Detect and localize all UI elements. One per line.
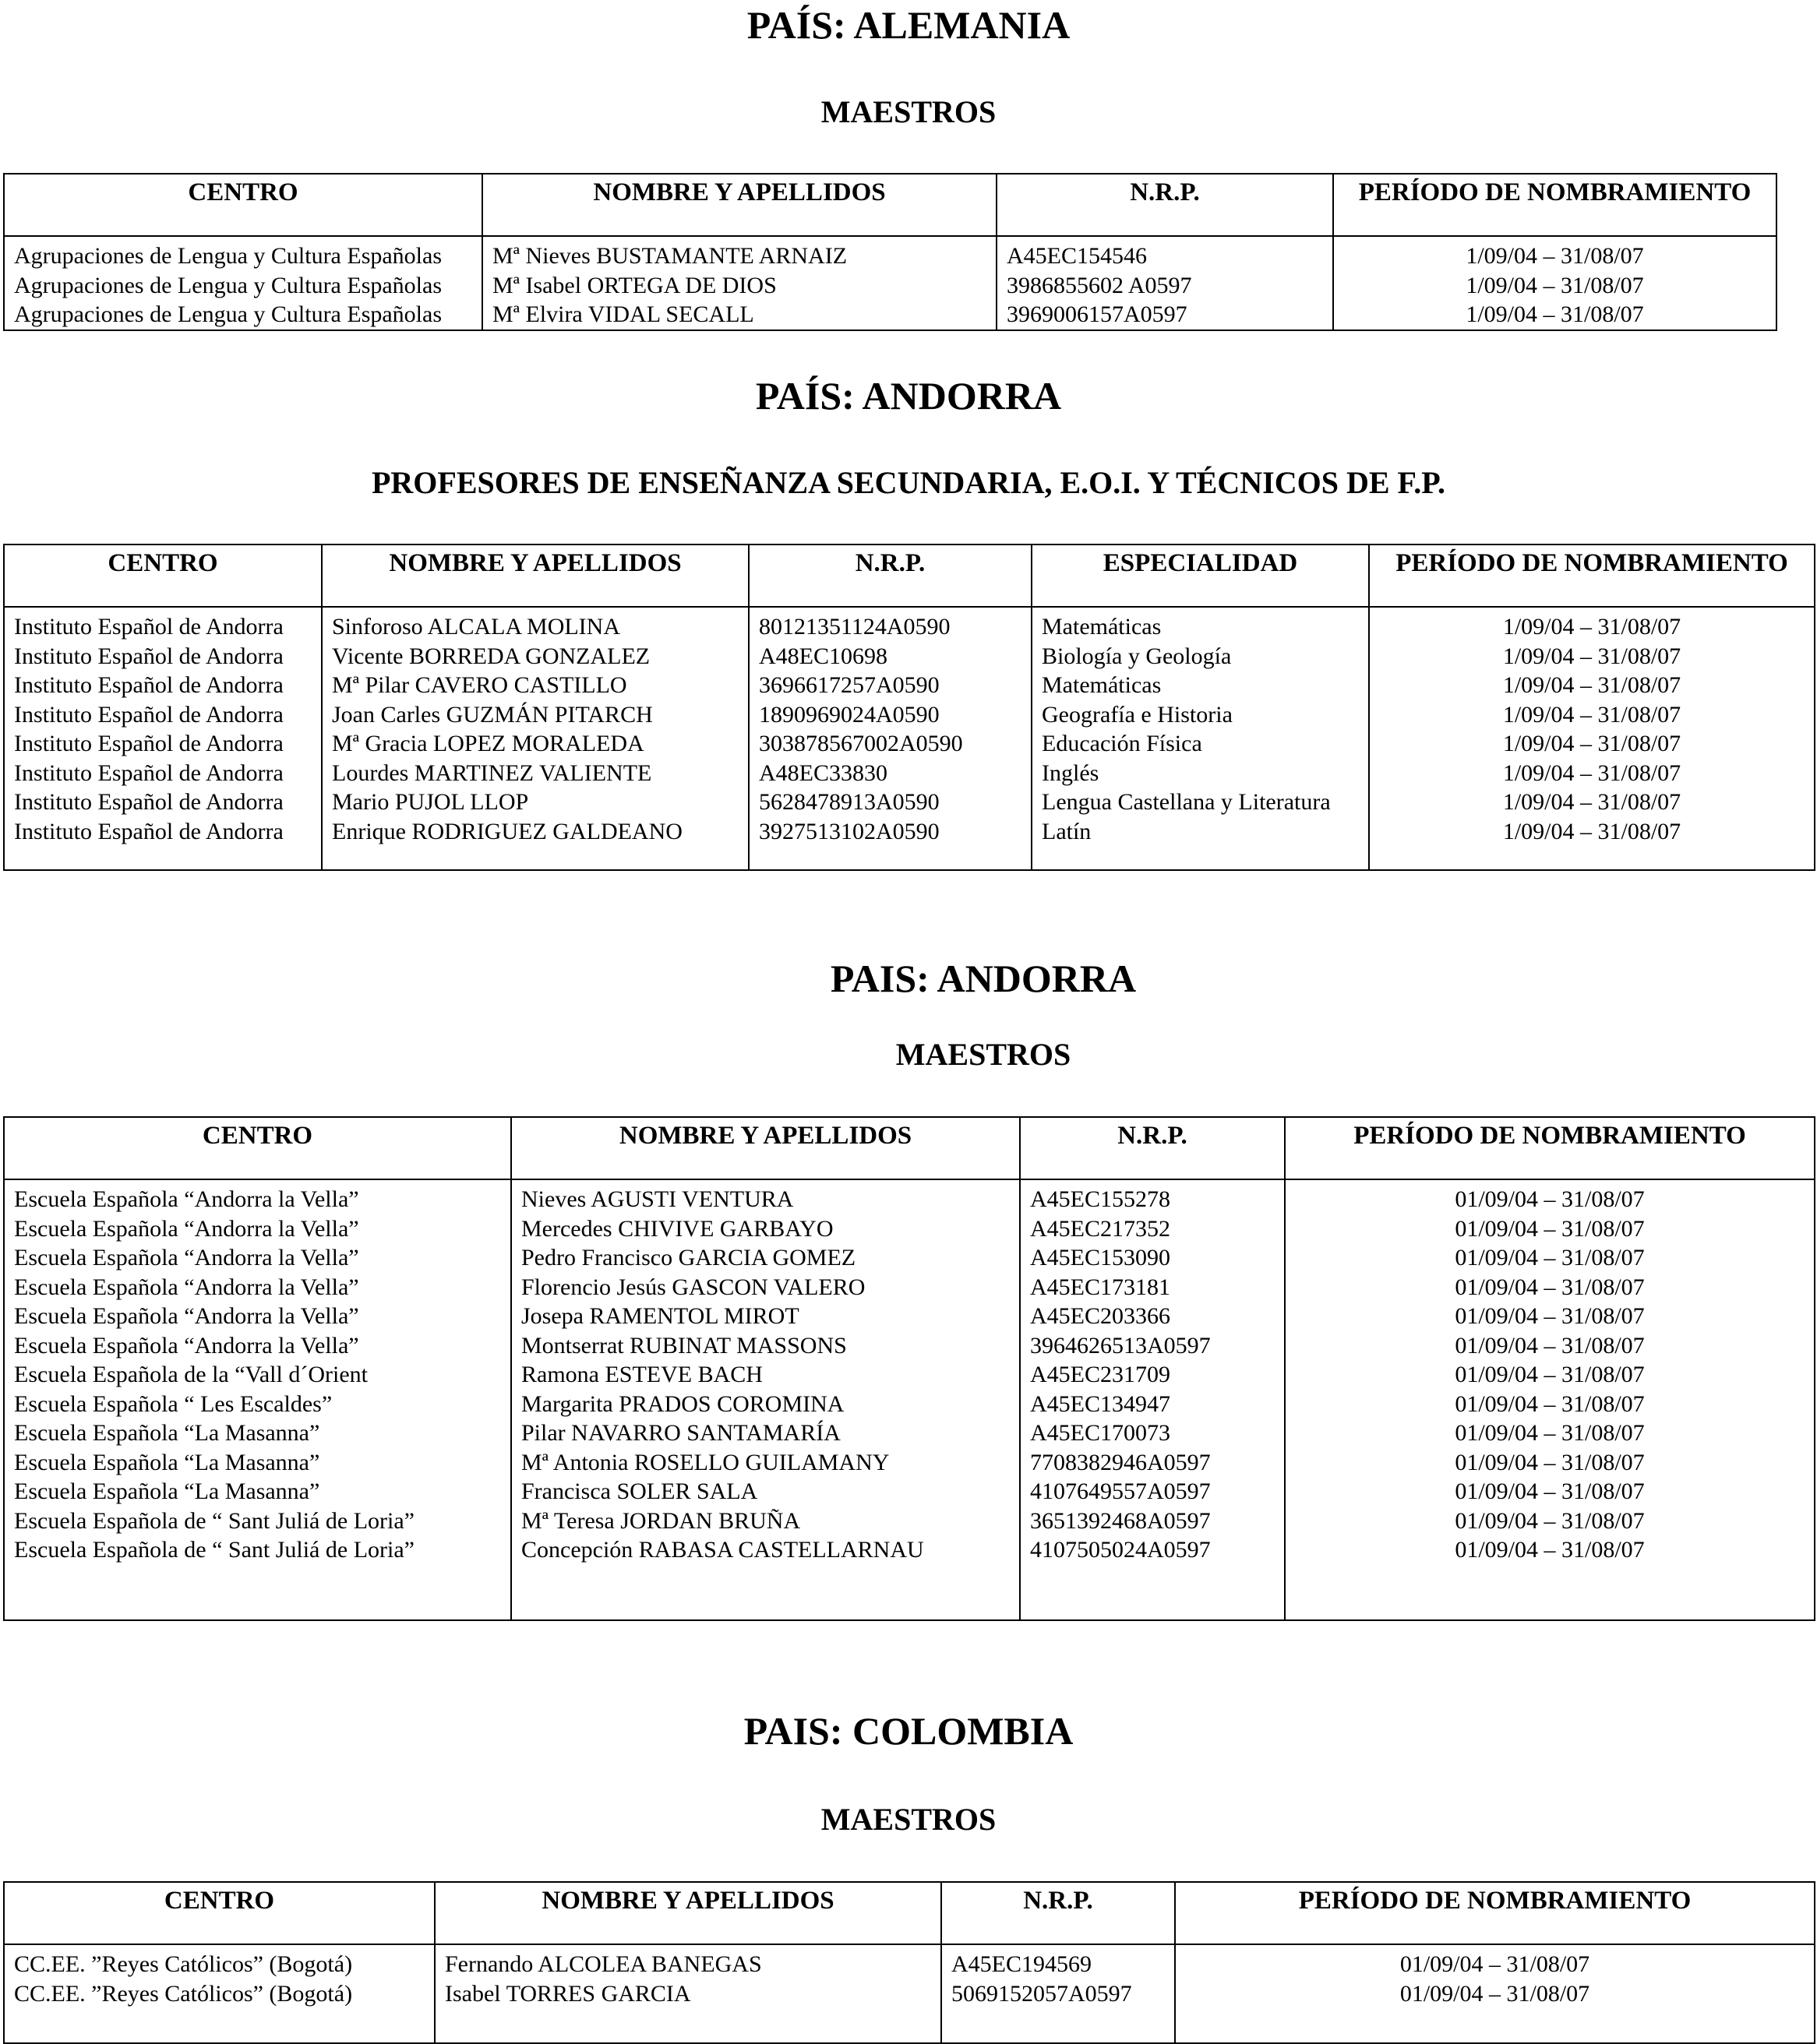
cell-nrp: 4107505024A0597	[1020, 1535, 1285, 1565]
category-title: MAESTROS	[820, 1802, 997, 1837]
cell-centro: Instituto Español de Andorra	[14, 614, 284, 640]
cell-nrp: A48EC10698	[749, 642, 1032, 671]
category-title: MAESTROS	[895, 1037, 1071, 1072]
table-row	[4, 817, 1815, 847]
cell-nrp: A45EC153090	[1020, 1243, 1285, 1273]
cell-especialidad: Inglés	[1032, 759, 1369, 788]
staff-table	[3, 1116, 1815, 1621]
cell-nombre: Fernando ALCOLEA BANEGAS	[435, 1944, 941, 1979]
table-row	[4, 759, 1815, 788]
spacer-cell	[322, 846, 749, 870]
cell-especialidad: Educación Física	[1032, 729, 1369, 759]
header-nombre: NOMBRE Y APELLIDOS	[435, 1882, 941, 1944]
cell-nombre: Sinforoso ALCALA MOLINA	[322, 607, 749, 642]
table-row	[4, 788, 1815, 817]
cell-centro: Escuela Española de la “Vall d´Orient	[14, 1362, 368, 1387]
cell-centro: Escuela Española “Andorra la Vella”	[14, 1274, 359, 1300]
spacer-cell	[4, 846, 322, 870]
table-row	[4, 1477, 1815, 1507]
cell-nrp: 4107649557A0597	[1020, 1477, 1285, 1507]
table-row	[4, 729, 1815, 759]
cell-nrp: A45EC155278	[1020, 1179, 1285, 1214]
cell-periodo: 01/09/04 – 31/08/07	[1285, 1243, 1815, 1273]
country-title: PAÍS: ANDORRA	[755, 374, 1062, 418]
cell-nombre: Montserrat RUBINAT MASSONS	[511, 1331, 1020, 1361]
cell-centro: Escuela Española “La Masanna”	[14, 1478, 320, 1504]
table-row	[4, 271, 1776, 301]
cell-nombre: Pedro Francisco GARCIA GOMEZ	[511, 1243, 1020, 1273]
table-header-row	[4, 1882, 1815, 1944]
header-centro: CENTRO	[4, 1882, 435, 1944]
cell-especialidad: Biología y Geología	[1032, 642, 1369, 671]
table-row	[4, 642, 1815, 671]
header-periodo: PERÍODO DE NOMBRAMIENTO	[1333, 174, 1776, 236]
cell-nombre: Enrique RODRIGUEZ GALDEANO	[322, 817, 749, 847]
table-row	[4, 700, 1815, 730]
cell-nrp: A45EC170073	[1020, 1418, 1285, 1448]
cell-periodo: 01/09/04 – 31/08/07	[1285, 1360, 1815, 1390]
cell-nombre: Vicente BORREDA GONZALEZ	[322, 642, 749, 671]
table-row	[4, 1360, 1815, 1390]
cell-centro: Escuela Española de “ Sant Juliá de Loria”	[14, 1537, 415, 1563]
cell-nrp: 7708382946A0597	[1020, 1448, 1285, 1478]
cell-nrp: A45EC154546	[997, 236, 1333, 271]
cell-centro: Escuela Española “Andorra la Vella”	[14, 1215, 359, 1242]
cell-nombre: Mª Pilar CAVERO CASTILLO	[322, 671, 749, 700]
header-nombre: NOMBRE Y APELLIDOS	[482, 174, 997, 236]
cell-periodo: 01/09/04 – 31/08/07	[1285, 1535, 1815, 1565]
staff-table	[3, 173, 1777, 331]
cell-periodo: 1/09/04 – 31/08/07	[1333, 236, 1776, 271]
cell-nrp: A48EC33830	[749, 759, 1032, 788]
cell-nombre: Ramona ESTEVE BACH	[511, 1360, 1020, 1390]
header-nombre: NOMBRE Y APELLIDOS	[322, 544, 749, 607]
table-row	[4, 607, 1815, 642]
cell-nrp: A45EC217352	[1020, 1214, 1285, 1244]
header-centro: CENTRO	[4, 544, 322, 607]
cell-nrp: A45EC203366	[1020, 1302, 1285, 1331]
header-nrp: N.R.P.	[749, 544, 1032, 607]
spacer-cell	[4, 2008, 435, 2043]
cell-periodo: 01/09/04 – 31/08/07	[1285, 1331, 1815, 1361]
table-row	[4, 1535, 1815, 1565]
header-periodo: PERÍODO DE NOMBRAMIENTO	[1285, 1117, 1815, 1179]
cell-centro: Agrupaciones de Lengua y Cultura Españolas	[14, 301, 443, 327]
cell-periodo: 01/09/04 – 31/08/07	[1285, 1477, 1815, 1507]
cell-nrp: 303878567002A0590	[749, 729, 1032, 759]
table-row	[4, 671, 1815, 700]
header-periodo: PERÍODO DE NOMBRAMIENTO	[1175, 1882, 1815, 1944]
table-row	[4, 1179, 1815, 1214]
category-title: MAESTROS	[820, 94, 997, 129]
staff-table	[3, 1881, 1815, 2044]
cell-centro: Instituto Español de Andorra	[14, 818, 284, 844]
cell-periodo: 1/09/04 – 31/08/07	[1369, 671, 1815, 700]
cell-nombre: Mª Elvira VIDAL SECALL	[482, 300, 997, 330]
cell-nombre: Mario PUJOL LLOP	[322, 788, 749, 817]
table-row	[4, 1448, 1815, 1478]
category-title: PROFESORES DE ENSEÑANZA SECUNDARIA, E.O.I. Y TÉCNICOS DE F.P.	[371, 465, 1446, 500]
table-row	[4, 1418, 1815, 1448]
cell-nrp: A45EC134947	[1020, 1390, 1285, 1419]
country-title: PAIS: ANDORRA	[830, 957, 1137, 1000]
cell-nombre: Margarita PRADOS COROMINA	[511, 1390, 1020, 1419]
table-header-row	[4, 1117, 1815, 1179]
spacer-cell	[1285, 1565, 1815, 1620]
spacer-cell	[941, 2008, 1175, 2043]
spacer-cell	[435, 2008, 941, 2043]
cell-centro: CC.EE. ”Reyes Católicos” (Bogotá)	[14, 1951, 353, 1977]
cell-nombre: Josepa RAMENTOL MIROT	[511, 1302, 1020, 1331]
cell-especialidad: Geografía e Historia	[1032, 700, 1369, 730]
cell-centro: Instituto Español de Andorra	[14, 789, 284, 815]
cell-periodo: 1/09/04 – 31/08/07	[1333, 300, 1776, 330]
spacer-cell	[749, 846, 1032, 870]
cell-especialidad: Lengua Castellana y Literatura	[1032, 788, 1369, 817]
table-row	[4, 1390, 1815, 1419]
cell-nombre: Francisca SOLER SALA	[511, 1477, 1020, 1507]
cell-periodo: 01/09/04 – 31/08/07	[1285, 1448, 1815, 1478]
table-row	[4, 1302, 1815, 1331]
cell-nrp: 3986855602 A0597	[997, 271, 1333, 301]
cell-periodo: 1/09/04 – 31/08/07	[1333, 271, 1776, 301]
cell-centro: Instituto Español de Andorra	[14, 643, 284, 669]
cell-nombre: Pilar NAVARRO SANTAMARÍA	[511, 1418, 1020, 1448]
spacer-cell	[511, 1565, 1020, 1620]
table-spacer	[4, 1565, 1815, 1620]
table-header-row	[4, 544, 1815, 607]
cell-especialidad: Matemáticas	[1032, 671, 1369, 700]
cell-periodo: 1/09/04 – 31/08/07	[1369, 607, 1815, 642]
cell-nombre: Joan Carles GUZMÁN PITARCH	[322, 700, 749, 730]
header-nrp: N.R.P.	[997, 174, 1333, 236]
cell-periodo: 01/09/04 – 31/08/07	[1175, 1979, 1815, 2009]
cell-nrp: 3964626513A0597	[1020, 1331, 1285, 1361]
cell-nombre: Mª Isabel ORTEGA DE DIOS	[482, 271, 997, 301]
cell-centro: Escuela Española “La Masanna”	[14, 1449, 320, 1475]
cell-centro: Escuela Española de “ Sant Juliá de Loria”	[14, 1507, 415, 1534]
table-row	[4, 300, 1776, 330]
cell-especialidad: Latín	[1032, 817, 1369, 847]
cell-centro: Agrupaciones de Lengua y Cultura Españolas	[14, 243, 443, 269]
cell-nombre: Mercedes CHIVIVE GARBAYO	[511, 1214, 1020, 1244]
cell-centro: CC.EE. ”Reyes Católicos” (Bogotá)	[14, 1980, 353, 2007]
cell-nombre: Mª Teresa JORDAN BRUÑA	[511, 1507, 1020, 1536]
table-row	[4, 1214, 1815, 1244]
header-nrp: N.R.P.	[941, 1882, 1175, 1944]
table-spacer	[4, 2008, 1815, 2043]
cell-nombre: Mª Nieves BUSTAMANTE ARNAIZ	[482, 236, 997, 271]
table-row	[4, 236, 1776, 271]
header-centro: CENTRO	[4, 1117, 511, 1179]
cell-centro: Escuela Española “Andorra la Vella”	[14, 1186, 359, 1212]
cell-nrp: A45EC173181	[1020, 1273, 1285, 1302]
cell-periodo: 1/09/04 – 31/08/07	[1369, 729, 1815, 759]
cell-nrp: 5628478913A0590	[749, 788, 1032, 817]
cell-nrp: 3969006157A0597	[997, 300, 1333, 330]
cell-nrp: A45EC194569	[941, 1944, 1175, 1979]
cell-nombre: Nieves AGUSTI VENTURA	[511, 1179, 1020, 1214]
country-title: PAIS: COLOMBIA	[743, 1709, 1074, 1753]
cell-periodo: 01/09/04 – 31/08/07	[1285, 1418, 1815, 1448]
cell-periodo: 1/09/04 – 31/08/07	[1369, 642, 1815, 671]
cell-nombre: Concepción RABASA CASTELLARNAU	[511, 1535, 1020, 1565]
header-nrp: N.R.P.	[1020, 1117, 1285, 1179]
table-header-row	[4, 174, 1776, 236]
table-row	[4, 1944, 1815, 1979]
cell-periodo: 01/09/04 – 31/08/07	[1285, 1390, 1815, 1419]
cell-nrp: 80121351124A0590	[749, 607, 1032, 642]
cell-nombre: Isabel TORRES GARCIA	[435, 1979, 941, 2009]
spacer-cell	[1369, 846, 1815, 870]
cell-periodo: 01/09/04 – 31/08/07	[1285, 1179, 1815, 1214]
cell-centro: Instituto Español de Andorra	[14, 731, 284, 756]
cell-centro: Escuela Española “Andorra la Vella”	[14, 1245, 359, 1270]
cell-centro: Escuela Española “Andorra la Vella”	[14, 1332, 359, 1359]
cell-centro: Escuela Española “La Masanna”	[14, 1420, 320, 1446]
staff-table	[3, 544, 1815, 871]
table-spacer	[4, 846, 1815, 870]
cell-nombre: Mª Antonia ROSELLO GUILAMANY	[511, 1448, 1020, 1478]
cell-centro: Agrupaciones de Lengua y Cultura Españolas	[14, 272, 443, 298]
cell-periodo: 01/09/04 – 31/08/07	[1285, 1214, 1815, 1244]
table-row	[4, 1507, 1815, 1536]
cell-nrp: 3927513102A0590	[749, 817, 1032, 847]
cell-periodo: 01/09/04 – 31/08/07	[1285, 1302, 1815, 1331]
cell-centro: Instituto Español de Andorra	[14, 672, 284, 698]
cell-periodo: 01/09/04 – 31/08/07	[1175, 1944, 1815, 1979]
cell-centro: Escuela Española “Andorra la Vella”	[14, 1303, 359, 1329]
spacer-cell	[1032, 846, 1369, 870]
spacer-cell	[1020, 1565, 1285, 1620]
cell-periodo: 01/09/04 – 31/08/07	[1285, 1507, 1815, 1536]
cell-periodo: 01/09/04 – 31/08/07	[1285, 1273, 1815, 1302]
cell-periodo: 1/09/04 – 31/08/07	[1369, 700, 1815, 730]
cell-periodo: 1/09/04 – 31/08/07	[1369, 759, 1815, 788]
country-title: PAÍS: ALEMANIA	[746, 3, 1071, 47]
cell-nombre: Lourdes MARTINEZ VALIENTE	[322, 759, 749, 788]
cell-periodo: 1/09/04 – 31/08/07	[1369, 817, 1815, 847]
header-nombre: NOMBRE Y APELLIDOS	[511, 1117, 1020, 1179]
cell-periodo: 1/09/04 – 31/08/07	[1369, 788, 1815, 817]
cell-nrp: 3696617257A0590	[749, 671, 1032, 700]
spacer-cell	[1175, 2008, 1815, 2043]
header-periodo: PERÍODO DE NOMBRAMIENTO	[1369, 544, 1815, 607]
header-especialidad: ESPECIALIDAD	[1032, 544, 1369, 607]
cell-nombre: Mª Gracia LOPEZ MORALEDA	[322, 729, 749, 759]
cell-nrp: 5069152057A0597	[941, 1979, 1175, 2009]
cell-nrp: 3651392468A0597	[1020, 1507, 1285, 1536]
spacer-cell	[4, 1565, 511, 1620]
cell-nrp: 1890969024A0590	[749, 700, 1032, 730]
table-row	[4, 1979, 1815, 2009]
table-row	[4, 1243, 1815, 1273]
cell-nrp: A45EC231709	[1020, 1360, 1285, 1390]
table-row	[4, 1273, 1815, 1302]
cell-centro: Instituto Español de Andorra	[14, 759, 284, 786]
cell-nombre: Florencio Jesús GASCON VALERO	[511, 1273, 1020, 1302]
cell-especialidad: Matemáticas	[1032, 607, 1369, 642]
header-centro: CENTRO	[4, 174, 482, 236]
cell-centro: Instituto Español de Andorra	[14, 701, 284, 728]
table-row	[4, 1331, 1815, 1361]
cell-centro: Escuela Española “ Les Escaldes”	[14, 1390, 333, 1417]
